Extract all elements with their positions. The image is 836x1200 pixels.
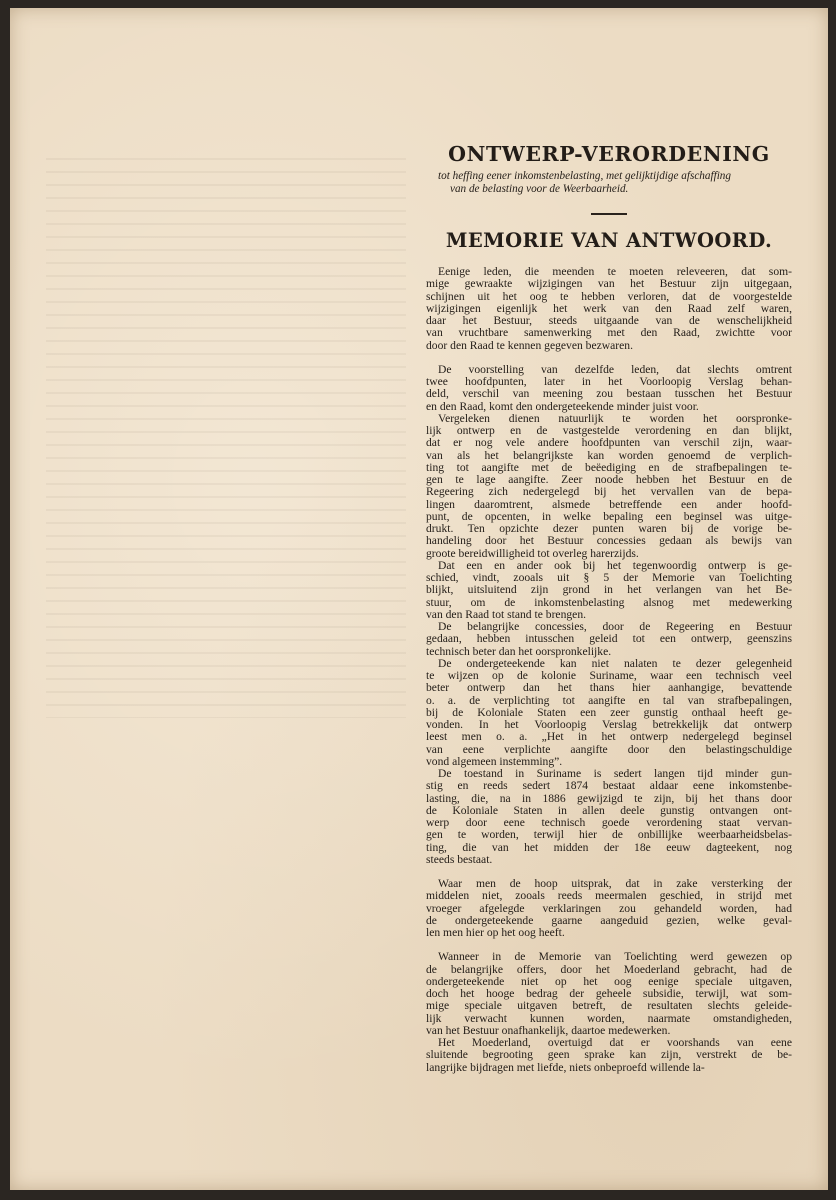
text-line: gen te lage aangifte. Zeer noode hebben het Bestuur en de xyxy=(426,473,792,486)
text-line: Waar men de hoop uitsprak, dat in zake versterking der xyxy=(438,877,792,890)
text-line: van den Raad tot stand te brengen. xyxy=(426,607,587,621)
text-line: dat er nog vele andere hoofdpunten van verschil zijn, waar- xyxy=(426,436,792,450)
text-line: door den Raad te kennen gegeven bezwaren. xyxy=(426,338,633,352)
text-line: De toestand in Suriname is sedert langen tijd minder gun- xyxy=(438,767,792,780)
text-line: blijkt, uitsluitend zijn grond in het verlangen van het Be- xyxy=(426,583,792,597)
body-paragraph xyxy=(426,658,792,768)
document-title: ONTWERP-VERORDENING xyxy=(448,142,770,166)
text-line: gedaan, hebben intusschen geleid tot een ontwerp, geenszins xyxy=(426,632,792,646)
text-line: punt, de opcenten, in welke bepaling een beginsel was uitge- xyxy=(426,509,792,523)
text-line: lasting, die, na in 1886 gewijzigd te zijn, bij het thans door xyxy=(426,791,792,805)
text-line: ting tot aangifte met de beëediging en de strafbepalingen te- xyxy=(426,460,792,474)
text-line: De ondergeteekende kan niet nalaten te dezer gelegenheid xyxy=(438,656,792,670)
text-line: stig en reeds sedert 1874 bestaat aldaar eene inkomstenbe- xyxy=(426,779,792,793)
body-paragraph xyxy=(426,266,792,352)
body-text xyxy=(426,266,792,1074)
text-line: schied, vindt, zooals uit § 5 der Memorie van Toelichting xyxy=(426,571,792,584)
text-line: handeling door het Bestuur concessies gedaan als bewijs van xyxy=(426,534,792,548)
text-line: langrijke bijdragen met liefde, niets onbeproefd willende la- xyxy=(426,1060,705,1074)
text-line: de ondergeteekende gaarne aangeduid gezien, welke geval- xyxy=(426,913,792,927)
text-line: van het Bestuur onafhankelijk, daartoe medewerken. xyxy=(426,1023,671,1037)
text-line: o. a. de verplichting tot aangifte en tal van strafbepalingen, xyxy=(426,693,792,707)
text-line: deld, verschil van meening zou bestaan tusschen het Bestuur xyxy=(426,387,792,401)
paragraph-gap xyxy=(426,352,792,364)
document-page xyxy=(10,8,828,1190)
bleed-through-texture xyxy=(46,158,406,718)
text-line: van vruchtbare samenwerking met den Raad, zwichtte voor xyxy=(426,326,792,340)
text-line: beter ontwerp dan het thans hier aanhangige, bevattende xyxy=(426,681,792,695)
text-line: sluitende begrooting geen sprake kan zijn, verstrekt de be- xyxy=(426,1048,792,1062)
text-line: wijzigingen eigenlijk het werk van den Raad zelf waren, xyxy=(426,301,792,315)
body-paragraph xyxy=(426,768,792,866)
text-line: groote bereidwilligheid tot overleg harerzijds. xyxy=(426,546,639,560)
text-line: len men hier op het oog heeft. xyxy=(426,926,565,939)
body-paragraph xyxy=(426,560,792,621)
text-line: stuur, om de inkomstenbelasting alsnog met medewerking xyxy=(426,595,792,609)
text-line: van als het belangrijkste kan worden genoemd de verplich- xyxy=(426,448,792,462)
text-line: ting, die van het midden der 18e eeuw dagteekent, nog xyxy=(426,840,792,854)
text-line: Dat een en ander ook bij het tegenwoordig ontwerp is ge- xyxy=(438,558,792,572)
subtitle-line: tot heffing eener inkomstenbelasting, met gelijktijdige afschaffing xyxy=(438,170,731,182)
text-line: daar het Bestuur, steeds uitgaande van de wenschelijkheid xyxy=(426,314,792,327)
text-line: de Koloniale Staten in allen deele gunstig ontvangen ont- xyxy=(426,803,792,817)
body-paragraph xyxy=(426,1037,792,1074)
divider-rule xyxy=(591,213,627,215)
text-line: van eene verplichte aangifte door den belastingschuldige xyxy=(426,742,792,756)
text-line: lingen daaromtrent, alsmede betreffende een ander hoofd- xyxy=(426,497,792,511)
section-heading: MEMORIE VAN ANTWOORD. xyxy=(445,229,773,252)
text-line: vond algemeen instemming”. xyxy=(426,754,563,768)
text-line: vonden. In het Voorloopig Verslag betrekkelijk dat ontwerp xyxy=(426,718,792,731)
body-paragraph xyxy=(426,951,792,1037)
text-line: ondergeteekende niet op het oog eenige speciale uitgaven, xyxy=(426,974,792,988)
text-line: vroeger afgelegde verklaringen zou gehandeld worden, had xyxy=(426,901,792,915)
text-line: mige gewraakte wijzigingen van het Bestuur zijn uitgegaan, xyxy=(426,277,792,291)
text-line: gen te worden, terwijl hier de onbillijke weerbaarheidsbelas- xyxy=(426,828,792,842)
text-line: leest men o. a. „Het in het ontwerp nedergelegd beginsel xyxy=(426,730,792,744)
text-line: werp door eene technisch goede verordening staat vervan- xyxy=(426,816,792,829)
text-line: drukt. Ten opzichte dezer punten waren bij de vorige be- xyxy=(426,522,792,535)
body-paragraph xyxy=(426,413,792,560)
body-paragraph xyxy=(426,878,792,939)
text-line: technisch beter dan het oorspronkelijke. xyxy=(426,644,612,658)
text-line: De belangrijke concessies, door de Regeering en Bestuur xyxy=(438,620,792,633)
body-paragraph xyxy=(426,621,792,658)
text-line: Vergeleken dienen natuurlijk te worden het oorspronke- xyxy=(438,411,792,425)
text-line: de belangrijke offers, door het Moederland gebracht, had de xyxy=(426,962,792,976)
text-line: Het Moederland, overtuigd dat er voorshands van eene xyxy=(438,1036,792,1049)
text-line: Wanneer in de Memorie van Toelichting werd gewezen op xyxy=(438,950,792,964)
text-line: steeds bestaat. xyxy=(426,852,493,866)
text-line: schijnen uit het oog te hebben verloren, dat de voorgestelde xyxy=(426,289,792,303)
text-line: bij de Koloniale Staten een zeer gunstig onthaal heeft ge- xyxy=(426,705,792,719)
text-line: lijk verwacht kunnen worden, naarmate omstandigheden, xyxy=(426,1011,792,1025)
text-line: te wijzen op de kolonie Suriname, waar een technisch veel xyxy=(426,669,792,682)
text-line: twee hoofdpunten, later in het Voorloopig Verslag behan- xyxy=(426,375,792,388)
text-line: doch het hooge bedrag der geheele subsidie, terwijl, wat som- xyxy=(426,987,792,1000)
text-line: en den Raad, komt den ondergeteekende minder juist voor. xyxy=(426,399,699,413)
text-line: mige speciale uitgaven betreft, de resultaten slechts geleide- xyxy=(426,999,792,1013)
subtitle-line: van de belasting voor de Weerbaarheid. xyxy=(450,182,629,195)
text-line: middelen niet, zooals reeds meermalen geschied, in strijd met xyxy=(426,889,792,903)
text-line: Eenige leden, die meenden te moeten releveeren, dat som- xyxy=(438,265,792,278)
text-line: lijk ontwerp en de vastgestelde verordening en dan blijkt, xyxy=(426,424,792,437)
text-line: De voorstelling van dezelfde leden, dat slechts omtrent xyxy=(438,362,792,376)
text-line: Regeering zich nedergelegd bij het vervallen van de bepa- xyxy=(426,485,792,499)
body-paragraph xyxy=(426,364,792,413)
document-subtitle xyxy=(438,170,792,195)
text-column xyxy=(426,136,792,1074)
